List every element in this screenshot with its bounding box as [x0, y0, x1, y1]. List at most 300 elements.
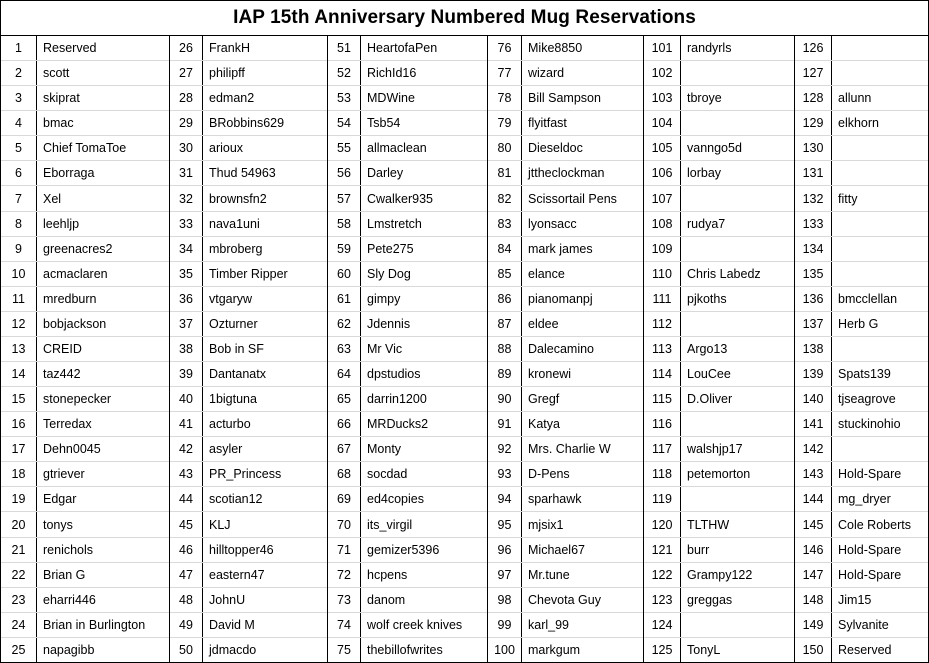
- reserver-name: Reserved: [43, 41, 97, 56]
- reserver-name: [681, 613, 794, 637]
- column-group-6: [795, 36, 929, 663]
- reserver-name: gimpy: [367, 291, 401, 306]
- table-row: [1, 362, 169, 387]
- table-row: [328, 312, 487, 337]
- reserver-name: petemorton: [687, 467, 751, 482]
- mug-number: 63: [328, 337, 361, 361]
- reserver-name: markgum: [528, 643, 581, 658]
- mug-number: 133: [795, 212, 832, 236]
- reserver-name: Bob in SF: [209, 341, 264, 356]
- mug-number: 31: [170, 161, 203, 185]
- table-row: [644, 412, 794, 437]
- table-row: [488, 487, 643, 512]
- table-row: [1, 563, 169, 588]
- reserver-name: [832, 161, 929, 185]
- table-row: [170, 538, 327, 563]
- mug-number: 79: [488, 111, 522, 135]
- table-row: [1, 412, 169, 437]
- table-row: [328, 638, 487, 663]
- mug-number: 150: [795, 638, 832, 663]
- table-row: [795, 212, 929, 237]
- reserver-name: Sylvanite: [838, 617, 889, 632]
- table-row: [644, 588, 794, 613]
- table-row: [1, 287, 169, 312]
- mug-number: 128: [795, 86, 832, 110]
- mug-number: 91: [488, 412, 522, 436]
- mug-number: 56: [328, 161, 361, 185]
- table-row: [1, 86, 169, 111]
- reserver-name: flyitfast: [528, 116, 567, 131]
- table-row: [795, 362, 929, 387]
- table-row: [328, 237, 487, 262]
- mug-number: 8: [1, 212, 37, 236]
- reserver-name: mbroberg: [209, 241, 263, 256]
- table-row: [328, 111, 487, 136]
- reserver-name: acturbo: [209, 417, 251, 432]
- mug-number: 127: [795, 61, 832, 85]
- reserver-name: allmaclean: [367, 141, 427, 156]
- mug-number: 2: [1, 61, 37, 85]
- reserver-name: Cwalker935: [367, 191, 434, 206]
- table-row: [170, 312, 327, 337]
- table-row: [170, 61, 327, 86]
- reserver-name: mredburn: [43, 291, 97, 306]
- mug-number: 6: [1, 161, 37, 185]
- mug-number: 29: [170, 111, 203, 135]
- mug-number: 131: [795, 161, 832, 185]
- reserver-name: philipff: [209, 66, 245, 81]
- table-row: [1, 161, 169, 186]
- reserver-name: Edgar: [43, 492, 77, 507]
- reserver-name: wolf creek knives: [367, 617, 463, 632]
- mug-number: 123: [644, 588, 681, 612]
- mug-number: 111: [644, 287, 681, 311]
- mug-number: 108: [644, 212, 681, 236]
- mug-number: 122: [644, 563, 681, 587]
- reserver-name: Hold-Spare: [838, 467, 902, 482]
- table-row: [1, 36, 169, 61]
- mug-number: 136: [795, 287, 832, 311]
- mug-number: 5: [1, 136, 37, 160]
- mug-number: 119: [644, 487, 681, 511]
- reserver-name: Xel: [43, 191, 62, 206]
- table-row: [328, 186, 487, 211]
- table-row: [170, 161, 327, 186]
- mug-number: 104: [644, 111, 681, 135]
- reserver-name: [681, 487, 794, 511]
- table-row: [1, 462, 169, 487]
- reserver-name: Dantanatx: [209, 367, 266, 382]
- table-row: [1, 136, 169, 161]
- mug-number: 106: [644, 161, 681, 185]
- table-row: [488, 538, 643, 563]
- reserver-name: PR_Princess: [209, 467, 282, 482]
- reserver-name: TLTHW: [687, 517, 730, 532]
- reserver-name: Eborraga: [43, 166, 95, 181]
- reserver-name: thebillofwrites: [367, 643, 443, 658]
- reserver-name: HeartofaPen: [367, 41, 438, 56]
- table-row: [170, 362, 327, 387]
- mug-number: 39: [170, 362, 203, 386]
- table-row: [644, 538, 794, 563]
- table-row: [795, 538, 929, 563]
- table-row: [328, 61, 487, 86]
- table-row: [1, 337, 169, 362]
- reserver-name: Terredax: [43, 417, 92, 432]
- table-row: [1, 487, 169, 512]
- table-row: [488, 36, 643, 61]
- reserver-name: [832, 136, 929, 160]
- column-group-1: [1, 36, 170, 663]
- table-row: [644, 563, 794, 588]
- reserver-name: pianomanpj: [528, 291, 593, 306]
- mug-number: 116: [644, 412, 681, 436]
- table-row: [170, 262, 327, 287]
- mug-number: 88: [488, 337, 522, 361]
- reserver-name: [681, 111, 794, 135]
- reserver-name: [832, 36, 929, 60]
- mug-number: 94: [488, 487, 522, 511]
- reserver-name: sparhawk: [528, 492, 582, 507]
- reserver-name: scott: [43, 66, 70, 81]
- table-row: [488, 136, 643, 161]
- table-row: [488, 437, 643, 462]
- table-row: [1, 588, 169, 613]
- mug-number: 57: [328, 186, 361, 210]
- table-row: [795, 36, 929, 61]
- reserver-name: Thud 54963: [209, 166, 276, 181]
- mug-number: 120: [644, 512, 681, 536]
- mug-number: 140: [795, 387, 832, 411]
- mug-number: 55: [328, 136, 361, 160]
- column-group-2: [170, 36, 328, 663]
- table-row: [328, 588, 487, 613]
- table-row: [644, 136, 794, 161]
- reserver-name: walshjp17: [687, 442, 743, 457]
- reserver-name: Lmstretch: [367, 216, 422, 231]
- mug-number: 33: [170, 212, 203, 236]
- reserver-name: Hold-Spare: [838, 542, 902, 557]
- reserver-name: brownsfn2: [209, 191, 267, 206]
- mug-number: 130: [795, 136, 832, 160]
- table-row: [795, 487, 929, 512]
- mug-number: 112: [644, 312, 681, 336]
- table-row: [644, 262, 794, 287]
- reserver-name: [832, 437, 929, 461]
- reserver-name: Spats139: [838, 367, 891, 382]
- table-row: [644, 337, 794, 362]
- reserver-name: tonys: [43, 517, 73, 532]
- column-group-4: [488, 36, 644, 663]
- table-row: [328, 437, 487, 462]
- mug-number: 59: [328, 237, 361, 261]
- mug-number: 117: [644, 437, 681, 461]
- mug-number: 25: [1, 638, 37, 663]
- reserver-name: hilltopper46: [209, 542, 274, 557]
- mug-number: 96: [488, 538, 522, 562]
- reserver-name: Monty: [367, 442, 402, 457]
- reserver-name: hcpens: [367, 567, 408, 582]
- reserver-name: nava1uni: [209, 216, 260, 231]
- title-row: [1, 1, 928, 36]
- table-row: [644, 362, 794, 387]
- table-row: [488, 61, 643, 86]
- table-row: [328, 36, 487, 61]
- mug-number: 149: [795, 613, 832, 637]
- reserver-name: Argo13: [687, 341, 728, 356]
- reserver-name: Ozturner: [209, 316, 258, 331]
- reserver-name: danom: [367, 592, 406, 607]
- reserver-name: TonyL: [687, 643, 721, 658]
- reserver-name: Cole Roberts: [838, 517, 911, 532]
- mug-number: 137: [795, 312, 832, 336]
- table-row: [488, 161, 643, 186]
- table-row: [644, 287, 794, 312]
- reserver-name: KLJ: [209, 517, 231, 532]
- mug-number: 1: [1, 36, 37, 60]
- mug-number: 93: [488, 462, 522, 486]
- reserver-name: Timber Ripper: [209, 266, 288, 281]
- reserver-name: burr: [687, 542, 710, 557]
- mug-number: 132: [795, 186, 832, 210]
- reserver-name: scotian12: [209, 492, 263, 507]
- reserver-name: ed4copies: [367, 492, 424, 507]
- table-row: [795, 61, 929, 86]
- reserver-name: Mr.tune: [528, 567, 570, 582]
- table-row: [795, 287, 929, 312]
- mug-number: 27: [170, 61, 203, 85]
- mug-number: 3: [1, 86, 37, 110]
- table-row: [795, 412, 929, 437]
- table-row: [328, 538, 487, 563]
- reserver-name: [681, 412, 794, 436]
- mug-number: 80: [488, 136, 522, 160]
- mug-number: 101: [644, 36, 681, 60]
- mug-number: 144: [795, 487, 832, 511]
- table-row: [170, 111, 327, 136]
- table-row: [644, 462, 794, 487]
- mug-number: 51: [328, 36, 361, 60]
- mug-number: 102: [644, 61, 681, 85]
- mug-number: 36: [170, 287, 203, 311]
- reserver-name: vanngo5d: [687, 141, 742, 156]
- mug-number: 28: [170, 86, 203, 110]
- table-row: [488, 412, 643, 437]
- reserver-name: mark james: [528, 241, 593, 256]
- table-row: [170, 638, 327, 663]
- table-row: [1, 437, 169, 462]
- reserver-name: Chris Labedz: [687, 266, 761, 281]
- table-row: [644, 111, 794, 136]
- mug-number: 95: [488, 512, 522, 536]
- table-row: [488, 287, 643, 312]
- mug-number: 61: [328, 287, 361, 311]
- table-row: [795, 512, 929, 537]
- mug-number: 62: [328, 312, 361, 336]
- table-row: [170, 186, 327, 211]
- reserver-name: Brian G: [43, 567, 86, 582]
- mug-number: 125: [644, 638, 681, 663]
- mug-number: 66: [328, 412, 361, 436]
- reserver-name: RichId16: [367, 66, 417, 81]
- mug-number: 87: [488, 312, 522, 336]
- mug-number: 67: [328, 437, 361, 461]
- reserver-name: rudya7: [687, 216, 726, 231]
- reserver-name: Michael67: [528, 542, 585, 557]
- table-row: [1, 61, 169, 86]
- table-row: [644, 61, 794, 86]
- mug-number: 78: [488, 86, 522, 110]
- reserver-name: Mrs. Charlie W: [528, 442, 611, 457]
- reserver-name: LouCee: [687, 367, 731, 382]
- table-row: [488, 613, 643, 638]
- mug-number: 85: [488, 262, 522, 286]
- reserver-name: [832, 262, 929, 286]
- table-row: [795, 161, 929, 186]
- mug-number: 7: [1, 186, 37, 210]
- reserver-name: Herb G: [838, 316, 879, 331]
- table-row: [488, 362, 643, 387]
- table-row: [170, 36, 327, 61]
- reserver-name: mg_dryer: [838, 492, 891, 507]
- table-row: [170, 387, 327, 412]
- reserver-name: Mr Vic: [367, 341, 403, 356]
- reserver-name: [832, 212, 929, 236]
- reserver-name: edman2: [209, 91, 255, 106]
- table-row: [328, 262, 487, 287]
- mug-number: 129: [795, 111, 832, 135]
- reserver-name: lorbay: [687, 166, 722, 181]
- table-row: [328, 86, 487, 111]
- reserver-name: eastern47: [209, 567, 265, 582]
- reserver-name: randyrls: [687, 41, 732, 56]
- page-title: IAP 15th Anniversary Numbered Mug Reservations: [233, 7, 696, 28]
- mug-number: 142: [795, 437, 832, 461]
- mug-number: 141: [795, 412, 832, 436]
- reserver-name: wizard: [528, 66, 565, 81]
- reserver-name: pjkoths: [687, 291, 727, 306]
- table-row: [328, 362, 487, 387]
- reserver-name: Brian in Burlington: [43, 617, 146, 632]
- mug-number: 126: [795, 36, 832, 60]
- mug-number: 90: [488, 387, 522, 411]
- mug-number: 47: [170, 563, 203, 587]
- reserver-name: [681, 312, 794, 336]
- mug-number: 138: [795, 337, 832, 361]
- reserver-name: MRDucks2: [367, 417, 429, 432]
- reserver-name: arioux: [209, 141, 244, 156]
- mug-number: 14: [1, 362, 37, 386]
- mug-number: 72: [328, 563, 361, 587]
- table-row: [488, 237, 643, 262]
- reserver-name: Gregf: [528, 392, 560, 407]
- reserver-name: mjsix1: [528, 517, 564, 532]
- mug-number: 34: [170, 237, 203, 261]
- mug-number: 99: [488, 613, 522, 637]
- mug-number: 118: [644, 462, 681, 486]
- reserver-name: Jim15: [838, 592, 872, 607]
- mug-number: 58: [328, 212, 361, 236]
- table-row: [488, 588, 643, 613]
- table-row: [1, 111, 169, 136]
- table-row: [795, 588, 929, 613]
- table-row: [488, 111, 643, 136]
- mug-number: 76: [488, 36, 522, 60]
- mug-number: 145: [795, 512, 832, 536]
- table-row: [644, 36, 794, 61]
- mug-number: 18: [1, 462, 37, 486]
- table-row: [795, 262, 929, 287]
- mug-number: 53: [328, 86, 361, 110]
- reserver-name: allunn: [838, 91, 872, 106]
- mug-number: 40: [170, 387, 203, 411]
- reserver-name: [681, 61, 794, 85]
- table-row: [170, 337, 327, 362]
- reserver-name: D.Oliver: [687, 392, 733, 407]
- table-row: [170, 86, 327, 111]
- mug-number: 22: [1, 563, 37, 587]
- reserver-name: Reserved: [838, 643, 892, 658]
- table-row: [644, 161, 794, 186]
- mug-number: 143: [795, 462, 832, 486]
- table-row: [328, 136, 487, 161]
- table-row: [1, 212, 169, 237]
- mug-number: 84: [488, 237, 522, 261]
- table-row: [488, 186, 643, 211]
- table-row: [795, 563, 929, 588]
- table-row: [795, 86, 929, 111]
- table-row: [170, 437, 327, 462]
- table-row: [795, 237, 929, 262]
- reserver-name: napagibb: [43, 643, 95, 658]
- table-row: [328, 487, 487, 512]
- table-row: [644, 237, 794, 262]
- table-row: [170, 512, 327, 537]
- table-row: [795, 462, 929, 487]
- mug-number: 107: [644, 186, 681, 210]
- table-row: [644, 212, 794, 237]
- column-group-5: [644, 36, 795, 663]
- reserver-name: elkhorn: [838, 116, 879, 131]
- reserver-name: jttheclockman: [528, 166, 605, 181]
- mug-number: 38: [170, 337, 203, 361]
- mug-number: 97: [488, 563, 522, 587]
- mug-number: 113: [644, 337, 681, 361]
- table-row: [795, 136, 929, 161]
- reserver-name: BRobbins629: [209, 116, 285, 131]
- table-row: [488, 512, 643, 537]
- mug-number: 49: [170, 613, 203, 637]
- mug-number: 73: [328, 588, 361, 612]
- table-row: [170, 462, 327, 487]
- table-row: [644, 487, 794, 512]
- table-row: [795, 337, 929, 362]
- table-row: [795, 437, 929, 462]
- reserver-name: [832, 61, 929, 85]
- reserver-name: jdmacdo: [209, 643, 257, 658]
- table-row: [795, 387, 929, 412]
- mug-number: 148: [795, 588, 832, 612]
- mug-number: 135: [795, 262, 832, 286]
- table-row: [328, 613, 487, 638]
- reserver-name: Bill Sampson: [528, 91, 601, 106]
- reserver-name: eldee: [528, 316, 559, 331]
- mug-number: 89: [488, 362, 522, 386]
- mug-number: 103: [644, 86, 681, 110]
- reserver-name: David M: [209, 617, 255, 632]
- reserver-name: tjseagrove: [838, 392, 896, 407]
- reserver-name: MDWine: [367, 91, 415, 106]
